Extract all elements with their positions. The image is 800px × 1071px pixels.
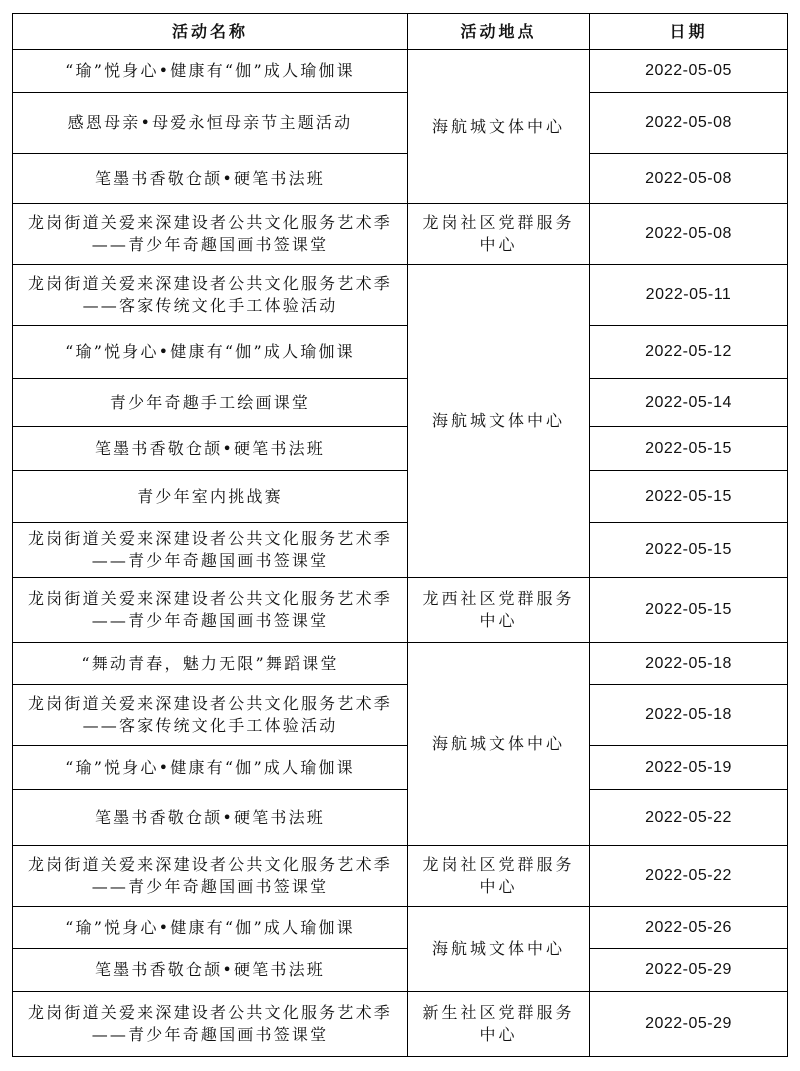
activity-name-cell: 龙岗街道关爱来深建设者公共文化服务艺术季——青少年奇趣国画书签课堂 bbox=[13, 992, 408, 1057]
activity-name-cell: “舞动青春，魅力无限”舞蹈课堂 bbox=[13, 643, 408, 685]
table-row bbox=[13, 154, 788, 204]
table-row bbox=[13, 643, 788, 685]
table-row bbox=[13, 326, 788, 379]
activity-date-cell: 2022-05-11 bbox=[590, 265, 788, 326]
activity-date-cell: 2022-05-19 bbox=[590, 746, 788, 790]
table-row bbox=[13, 204, 788, 265]
activity-schedule-table bbox=[12, 13, 788, 1057]
activity-date-cell: 2022-05-08 bbox=[590, 154, 788, 204]
activity-name-cell: “瑜”悦身心•健康有“伽”成人瑜伽课 bbox=[13, 746, 408, 790]
table-row bbox=[13, 50, 788, 93]
activity-date-cell: 2022-05-26 bbox=[590, 907, 788, 949]
activity-name-cell: 龙岗街道关爱来深建设者公共文化服务艺术季——客家传统文化手工体验活动 bbox=[13, 685, 408, 746]
activity-name-cell: 青少年奇趣手工绘画课堂 bbox=[13, 379, 408, 427]
activity-name-cell: 龙岗街道关爱来深建设者公共文化服务艺术季——青少年奇趣国画书签课堂 bbox=[13, 523, 408, 578]
activity-venue-cell: 龙西社区党群服务中心 bbox=[408, 578, 590, 643]
activity-date-cell: 2022-05-14 bbox=[590, 379, 788, 427]
activity-date-cell: 2022-05-15 bbox=[590, 523, 788, 578]
activity-name-cell: 龙岗街道关爱来深建设者公共文化服务艺术季——青少年奇趣国画书签课堂 bbox=[13, 846, 408, 907]
activity-name-cell: 笔墨书香敬仓颉•硬笔书法班 bbox=[13, 154, 408, 204]
activity-date-cell: 2022-05-15 bbox=[590, 578, 788, 643]
activity-venue-cell: 龙岗社区党群服务中心 bbox=[408, 204, 590, 265]
activity-date-cell: 2022-05-18 bbox=[590, 685, 788, 746]
activity-venue-cell: 海航城文体中心 bbox=[408, 643, 590, 846]
table-row bbox=[13, 746, 788, 790]
activity-date-cell: 2022-05-15 bbox=[590, 427, 788, 471]
table-row bbox=[13, 93, 788, 154]
activity-venue-cell: 海航城文体中心 bbox=[408, 907, 590, 992]
activity-venue-cell: 龙岗社区党群服务中心 bbox=[408, 846, 590, 907]
table-row bbox=[13, 427, 788, 471]
table-row bbox=[13, 523, 788, 578]
activity-date-cell: 2022-05-29 bbox=[590, 992, 788, 1057]
activity-name-cell: 龙岗街道关爱来深建设者公共文化服务艺术季——客家传统文化手工体验活动 bbox=[13, 265, 408, 326]
activity-name-cell: 龙岗街道关爱来深建设者公共文化服务艺术季——青少年奇趣国画书签课堂 bbox=[13, 204, 408, 265]
activity-date-cell: 2022-05-22 bbox=[590, 846, 788, 907]
activity-date-cell: 2022-05-18 bbox=[590, 643, 788, 685]
table-row bbox=[13, 471, 788, 523]
table-row bbox=[13, 685, 788, 746]
activity-date-cell: 2022-05-29 bbox=[590, 949, 788, 992]
table-row bbox=[13, 992, 788, 1057]
table-row bbox=[13, 379, 788, 427]
table-row bbox=[13, 846, 788, 907]
activity-date-cell: 2022-05-05 bbox=[590, 50, 788, 93]
table-row bbox=[13, 907, 788, 949]
activity-date-cell: 2022-05-22 bbox=[590, 790, 788, 846]
activity-date-cell: 2022-05-15 bbox=[590, 471, 788, 523]
activity-name-cell: “瑜”悦身心•健康有“伽”成人瑜伽课 bbox=[13, 907, 408, 949]
header-activity-name: 活动名称 bbox=[13, 14, 408, 50]
activity-venue-cell: 新生社区党群服务中心 bbox=[408, 992, 590, 1057]
activity-date-cell: 2022-05-08 bbox=[590, 204, 788, 265]
activity-date-cell: 2022-05-08 bbox=[590, 93, 788, 154]
activity-venue-cell: 海航城文体中心 bbox=[408, 265, 590, 578]
header-activity-venue: 活动地点 bbox=[408, 14, 590, 50]
activity-name-cell: “瑜”悦身心•健康有“伽”成人瑜伽课 bbox=[13, 326, 408, 379]
table-row bbox=[13, 578, 788, 643]
table-row bbox=[13, 790, 788, 846]
activity-venue-cell: 海航城文体中心 bbox=[408, 50, 590, 204]
table-row bbox=[13, 949, 788, 992]
activity-name-cell: 笔墨书香敬仓颉•硬笔书法班 bbox=[13, 790, 408, 846]
activity-name-cell: “瑜”悦身心•健康有“伽”成人瑜伽课 bbox=[13, 50, 408, 93]
activity-name-cell: 感恩母亲•母爱永恒母亲节主题活动 bbox=[13, 93, 408, 154]
activity-name-cell: 笔墨书香敬仓颉•硬笔书法班 bbox=[13, 949, 408, 992]
table-body bbox=[13, 50, 788, 1057]
header-date: 日期 bbox=[590, 14, 788, 50]
activity-name-cell: 笔墨书香敬仓颉•硬笔书法班 bbox=[13, 427, 408, 471]
activity-date-cell: 2022-05-12 bbox=[590, 326, 788, 379]
header-row bbox=[13, 14, 788, 50]
activity-name-cell: 青少年室内挑战赛 bbox=[13, 471, 408, 523]
table-row bbox=[13, 265, 788, 326]
activity-name-cell: 龙岗街道关爱来深建设者公共文化服务艺术季——青少年奇趣国画书签课堂 bbox=[13, 578, 408, 643]
